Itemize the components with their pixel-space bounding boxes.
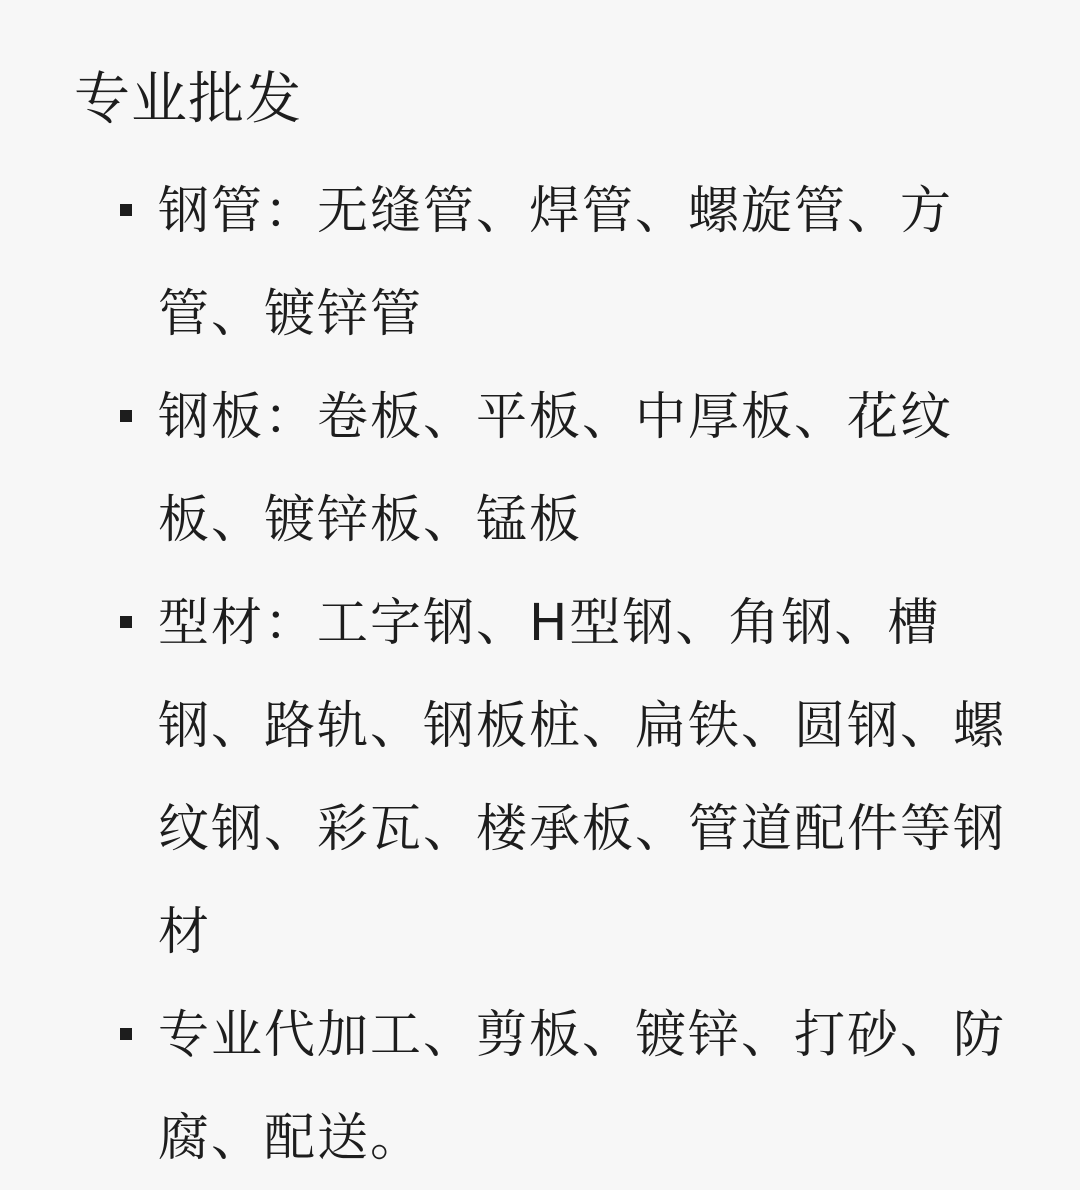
list-item-text: 专业代加工、剪板、镀锌、打砂、防腐、配送。 xyxy=(158,1006,1007,1168)
section-heading: 专业批发 xyxy=(74,67,302,132)
square-bullet-icon xyxy=(120,1028,132,1040)
square-bullet-icon xyxy=(120,616,132,628)
list-item xyxy=(0,366,1080,572)
list-item-text: 钢板：卷板、平板、中厚板、花纹板、镀锌板、锰板 xyxy=(158,388,954,550)
square-bullet-icon xyxy=(120,204,132,216)
list-item-text: 钢管：无缝管、焊管、螺旋管、方管、镀锌管 xyxy=(158,182,954,344)
list-item xyxy=(0,984,1080,1190)
list-item xyxy=(0,572,1080,984)
list-item xyxy=(0,160,1080,366)
list-item-text: 型材：工字钢、H型钢、角钢、槽钢、路轨、钢板桩、扁铁、圆钢、螺纹钢、彩瓦、楼承板、管道配件等钢材 xyxy=(158,594,1007,962)
square-bullet-icon xyxy=(120,410,132,422)
wholesale-list xyxy=(0,160,1080,1190)
